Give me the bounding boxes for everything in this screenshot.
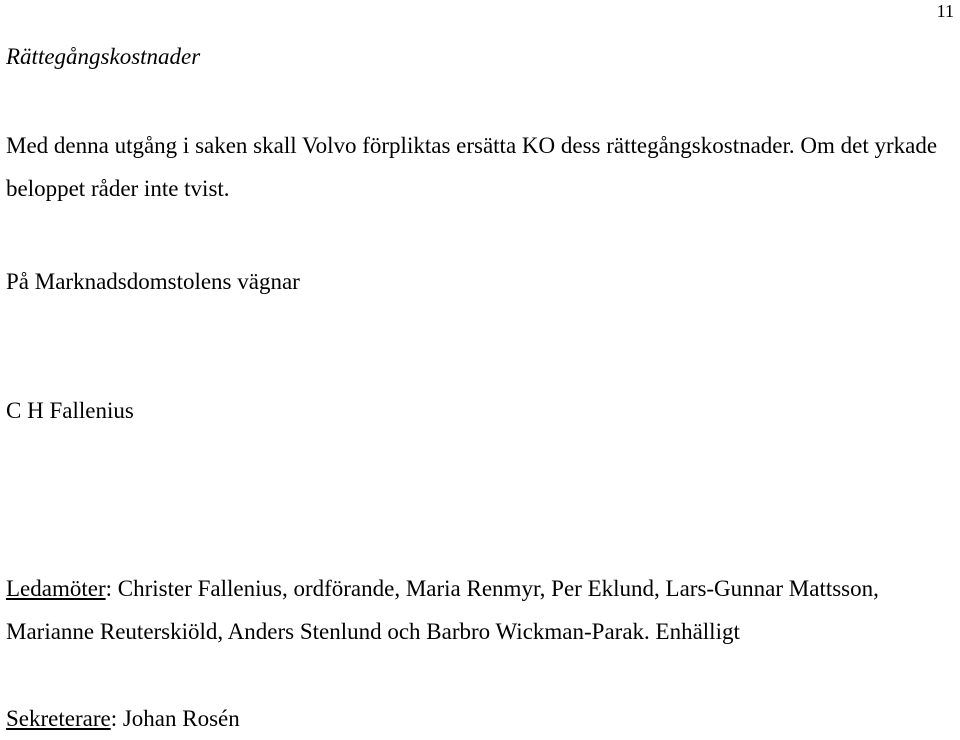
signatory-name: C H Fallenius	[6, 398, 134, 423]
members-list: Christer Fallenius, ordförande, Maria Renmyr, Per Eklund, Lars-Gunnar Mattsson, Marianne Reuterskiöld, Anders Stenlund och Barbro Wickman-Parak. Enhälligt	[6, 576, 879, 644]
members-label: Ledamöter	[6, 576, 106, 601]
page-number: 11	[936, 1, 954, 21]
secretary-label: Sekreterare	[6, 706, 111, 731]
secretary-name: Johan Rosén	[117, 706, 240, 731]
section-heading: Rättegångskostnader	[6, 44, 201, 69]
costs-paragraph: Med denna utgång i saken skall Volvo förpliktas ersätta KO dess rättegångskostnader. Om det yrkade beloppet råder inte tvist.	[6, 133, 938, 201]
members-paragraph	[6, 567, 954, 653]
court-behalf-line: På Marknadsdomstolens vägnar	[6, 269, 300, 294]
secretary-separator: :	[110, 706, 118, 731]
members-separator: :	[105, 576, 113, 601]
